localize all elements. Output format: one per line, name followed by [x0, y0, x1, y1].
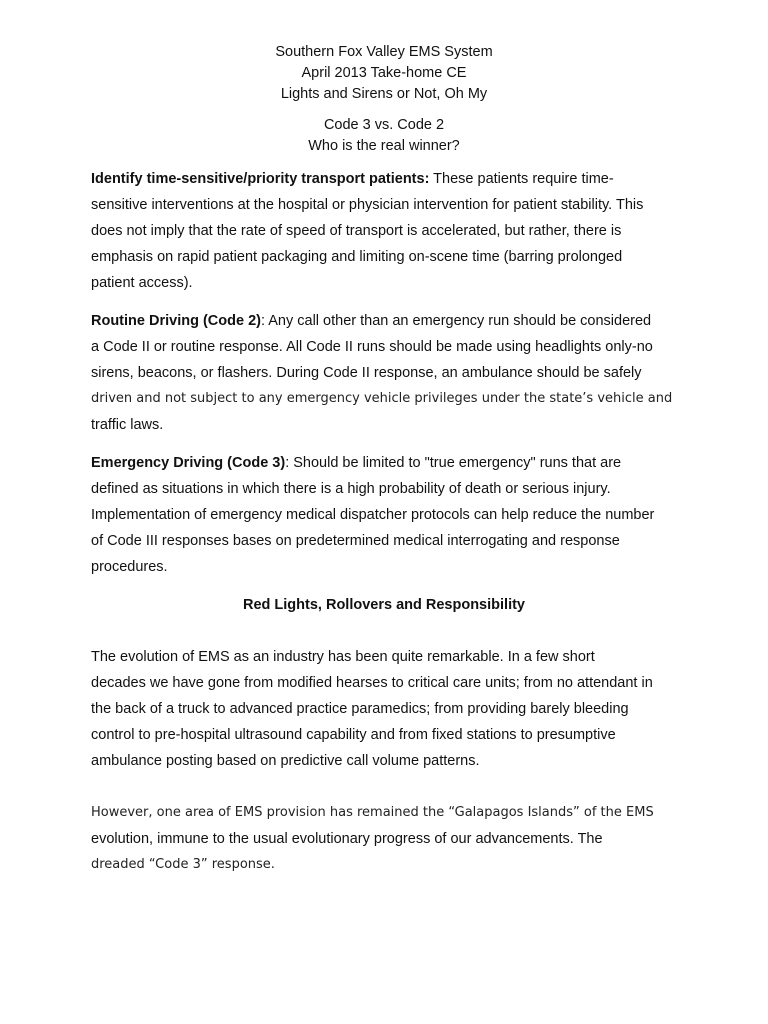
priority-line-4: emphasis on rapid patient packaging and limiting on-scene time (barring prolonged: [91, 249, 623, 265]
galapagos-line-1: However, one area of EMS provision has remained the “Galapagos Islands” of the EMS: [91, 805, 654, 820]
emergency-line-5: procedures.: [91, 559, 168, 575]
routine-line-2: a Code II or routine response. All Code II runs should be made using headlights only-no: [91, 339, 653, 355]
priority-text-1: These patients require time-: [429, 171, 614, 187]
evolution-line-4: control to pre-hospital ultrasound capability and from fixed stations to presumptive: [91, 727, 616, 743]
topic-title: Lights and Sirens or Not, Oh My: [280, 86, 488, 102]
evolution-line-1: The evolution of EMS as an industry has been quite remarkable. In a few short: [91, 649, 595, 665]
organization-name: Southern Fox Valley EMS System: [275, 44, 493, 60]
priority-line-1: [91, 166, 681, 192]
routine-text-1: : Any call other than an emergency run should be considered: [260, 313, 652, 329]
galapagos-line-2: evolution, immune to the usual evolutionary progress of our advancements. The: [91, 831, 603, 847]
comparison-title: Code 3 vs. Code 2: [323, 117, 445, 133]
emergency-line-3: Implementation of emergency medical dispatcher protocols can help reduce the number: [91, 507, 655, 523]
evolution-line-2: decades we have gone from modified hearses to critical care units; from no attendant in: [91, 675, 653, 691]
emergency-line-4: of Code III responses bases on predetermined medical interrogating and response: [91, 533, 620, 549]
galapagos-line-3: dreaded “Code 3” response.: [91, 857, 275, 872]
evolution-line-3: the back of a truck to advanced practice paramedics; from providing barely bleeding: [91, 701, 629, 717]
priority-paragraph: [91, 166, 681, 296]
evolution-paragraph: [91, 644, 681, 774]
question-title: Who is the real winner?: [308, 138, 460, 154]
routine-line-5: traffic laws.: [91, 417, 164, 433]
emergency-line-2: defined as situations in which there is a high probability of death or serious injury.: [91, 481, 611, 497]
section-title: Red Lights, Rollovers and Responsibility: [243, 597, 525, 613]
priority-heading: Identify time-sensitive/priority transport patients:: [91, 171, 430, 187]
document-header: [0, 42, 768, 105]
routine-line-3: sirens, beacons, or flashers. During Code II response, an ambulance should be safely: [91, 365, 642, 381]
routine-heading: Routine Driving (Code 2): [91, 313, 261, 329]
emergency-text-1: : Should be limited to "true emergency" runs that are: [285, 455, 622, 471]
routine-line-4: driven and not subject to any emergency vehicle privileges under the state’s vehicle and: [91, 391, 673, 406]
emergency-line-1: [91, 450, 681, 476]
galapagos-paragraph: [91, 800, 681, 878]
document-subheader: [0, 115, 768, 157]
routine-paragraph: [91, 308, 681, 438]
emergency-paragraph: [91, 450, 681, 580]
emergency-heading: Emergency Driving (Code 3): [91, 455, 286, 471]
priority-line-2: sensitive interventions at the hospital or physician intervention for patient stability. This: [91, 197, 644, 213]
priority-line-5: patient access).: [91, 275, 193, 291]
edition-line: April 2013 Take-home CE: [301, 65, 467, 81]
routine-line-1: [91, 308, 681, 334]
evolution-line-5: ambulance posting based on predictive call volume patterns.: [91, 753, 480, 769]
priority-line-3: does not imply that the rate of speed of transport is accelerated, but rather, there is: [91, 223, 622, 239]
